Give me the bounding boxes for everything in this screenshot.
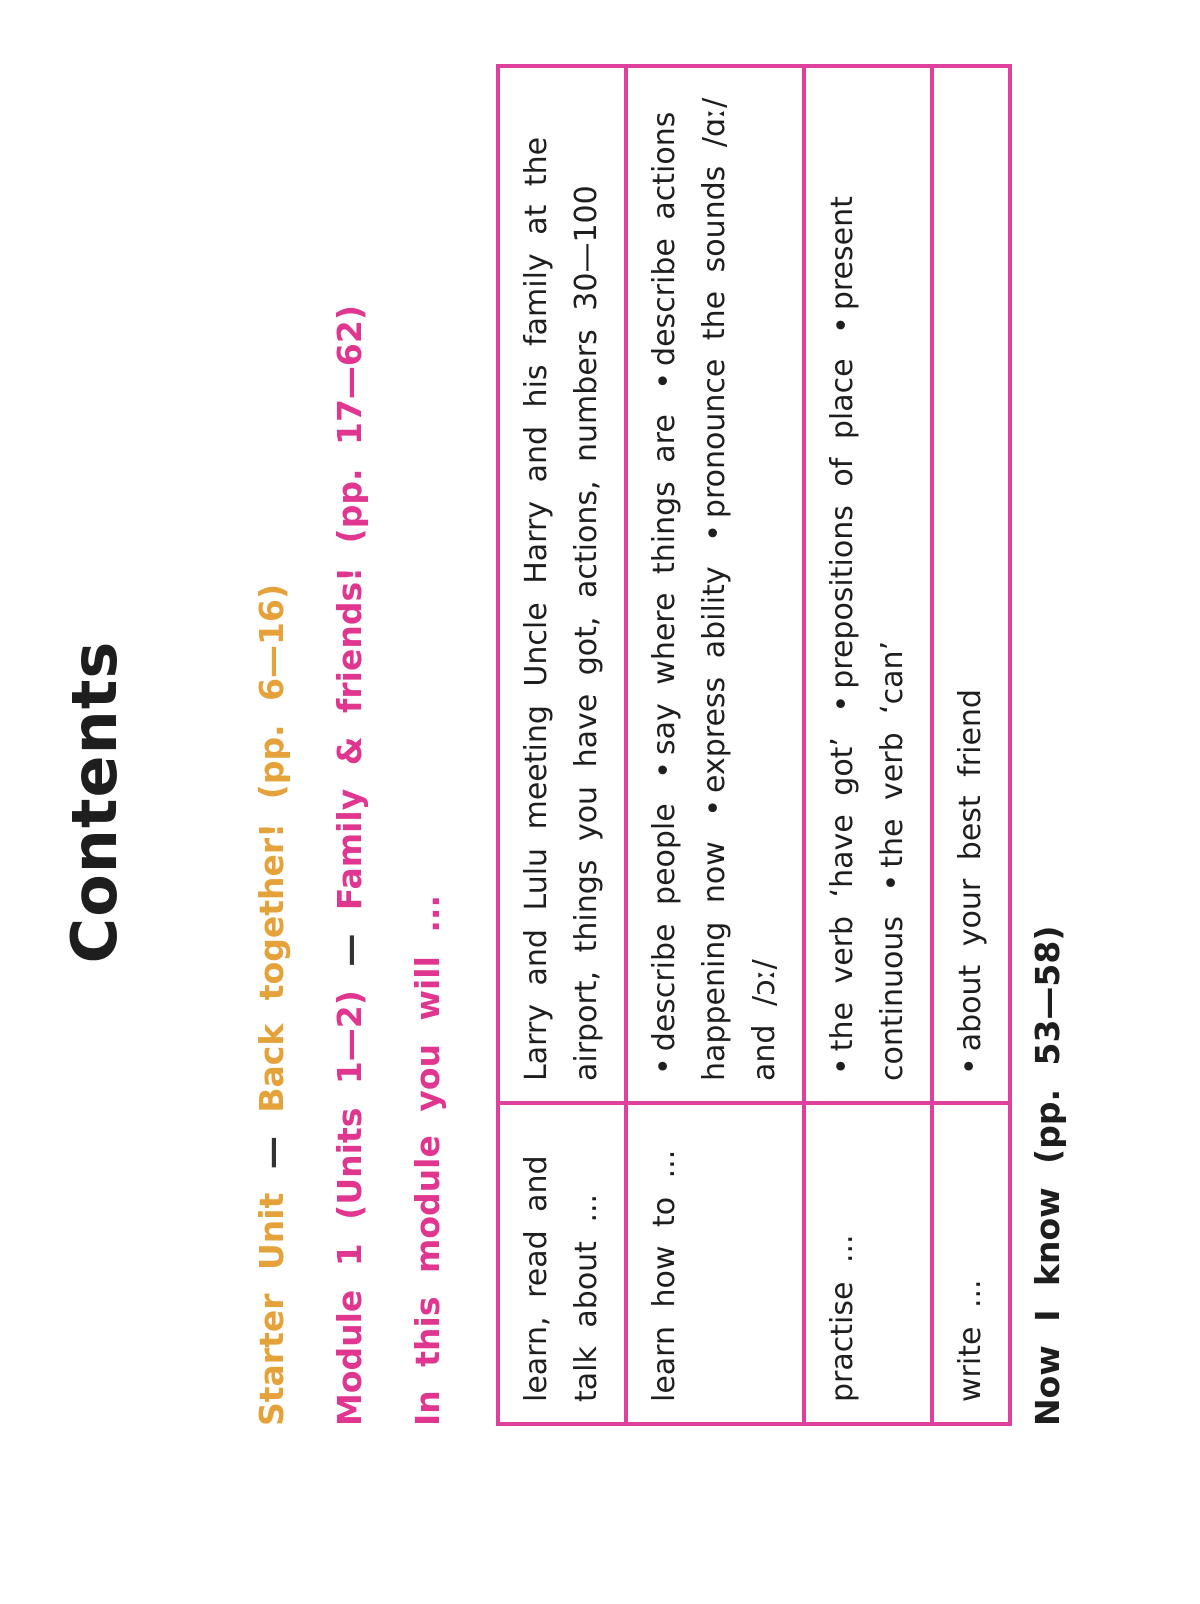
list-item: describe actions happening now: [647, 111, 732, 1081]
module-dash: —: [330, 933, 369, 967]
page-title: Contents: [58, 640, 131, 964]
now-i-know-pages: (pp. 53—58): [1028, 925, 1067, 1164]
list-item: pronounce the sounds /ɑː/ and /ɔː/: [697, 97, 782, 1081]
bullet: •: [697, 798, 732, 817]
list-item: the verb ‘can’: [875, 640, 910, 868]
list-item: about your best friend: [953, 689, 988, 1052]
bullet: •: [697, 524, 732, 542]
module-pages: (pp. 17—62): [330, 305, 369, 544]
now-i-know-line: [1028, 926, 1067, 1426]
list-item: describe people: [647, 803, 682, 1052]
bullet: •: [647, 371, 682, 390]
table-row: [626, 66, 804, 1424]
now-i-know-label: Now I know: [1028, 1187, 1067, 1426]
row-content: Larry and Lulu meeting Uncle Harry and his family at the airport, things you have got, actions, numbers 30—100: [498, 66, 626, 1103]
row-label: learn how to ...: [626, 1103, 804, 1424]
table-row: [498, 66, 626, 1424]
starter-unit-line: [252, 584, 291, 1426]
bullet: •: [953, 1057, 988, 1075]
module-intro: In this module you will ...: [408, 894, 447, 1426]
module-contents-table: [496, 64, 1012, 1426]
list-item: express ability: [697, 566, 732, 793]
row-label: learn, read and talk about ...: [498, 1103, 626, 1424]
table-row: [804, 66, 932, 1424]
module-line: [330, 305, 369, 1426]
starter-unit-pages: (pp. 6—16): [252, 583, 291, 800]
row-label: write ...: [932, 1103, 1010, 1424]
row-content: [626, 66, 804, 1103]
row-label: practise ...: [804, 1103, 932, 1424]
bullet: •: [647, 1057, 682, 1075]
list-item: the verb ‘have got’: [825, 737, 860, 1052]
bullet: •: [825, 1057, 860, 1075]
bullet: •: [825, 694, 860, 713]
row-content: [932, 66, 1010, 1103]
starter-unit-name: Back together!: [252, 822, 291, 1113]
starter-unit-dash: —: [252, 1136, 291, 1170]
row-content: [804, 66, 932, 1103]
table-row: [932, 66, 1010, 1424]
list-item: present continuous: [825, 196, 910, 1081]
list-item: prepositions of place: [825, 358, 860, 689]
list-item: say where things are: [647, 414, 682, 756]
bullet: •: [647, 761, 682, 779]
starter-unit-label: Starter Unit: [252, 1192, 291, 1426]
bullet: •: [875, 873, 910, 892]
module-name: Family & friends!: [330, 566, 369, 911]
bullet: •: [825, 316, 860, 334]
module-label: Module 1 (Units 1—2): [330, 990, 369, 1426]
